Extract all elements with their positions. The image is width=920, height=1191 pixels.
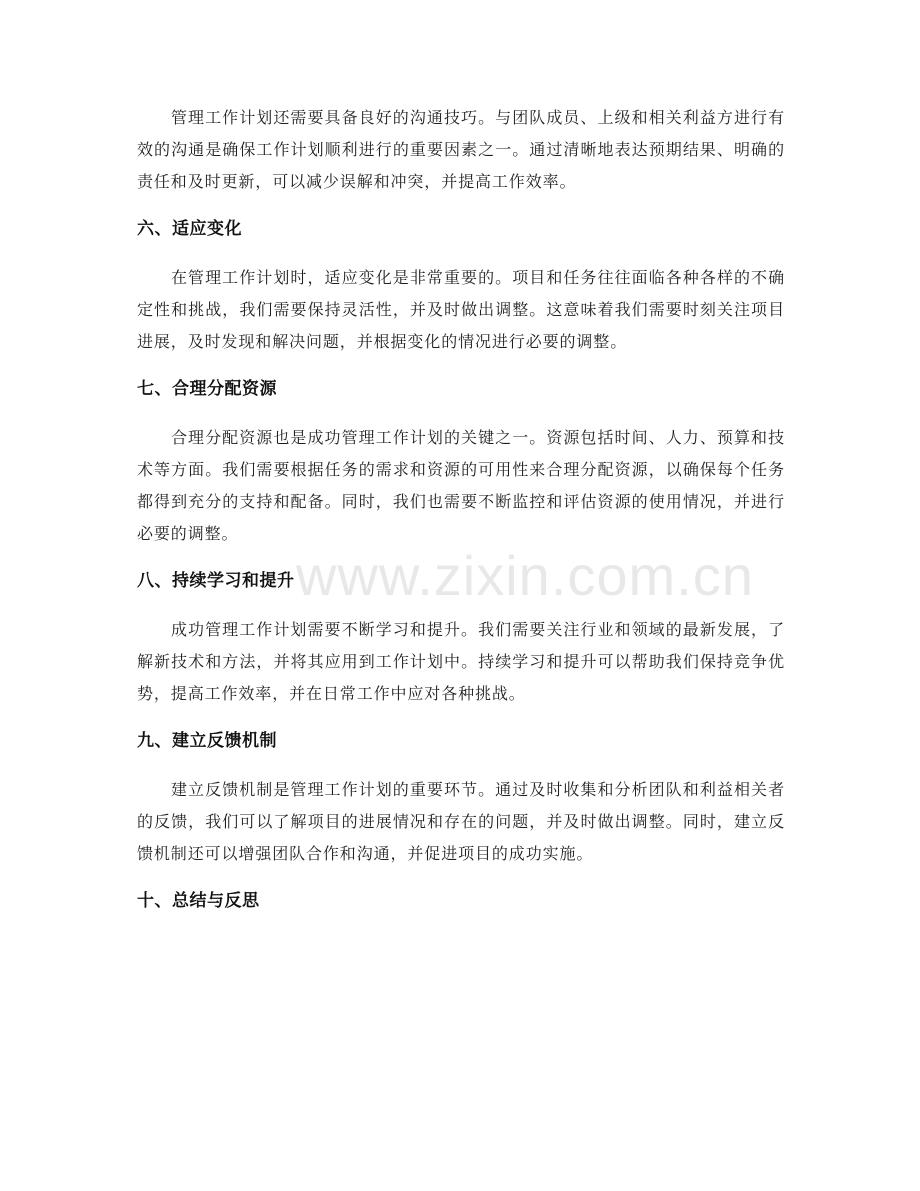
paragraph-continuous-learning: 成功管理工作计划需要不断学习和提升。我们需要关注行业和领域的最新发展，了解新技术和方法，并将其应用到工作计划中。持续学习和提升可以帮助我们保持竞争优势，提高工作效率，并在日常工作中应对各种挑战。 xyxy=(137,620,785,703)
spacer xyxy=(137,198,785,216)
spacer xyxy=(137,402,785,422)
heading-allocate-resources: 七、合理分配资源 xyxy=(137,379,277,399)
document-body xyxy=(137,102,785,914)
spacer xyxy=(137,594,785,614)
watermark-text: www.zixin.com.cn xyxy=(296,544,754,607)
paragraph-communication: 管理工作计划还需要具备良好的沟通技巧。与团队成员、上级和相关利益方进行有效的沟通是确保工作计划顺利进行的重要因素之一。通过清晰地表达预期结果、明确的责任和及时更新，可以减少误解和冲突，并提高工作效率。 xyxy=(137,108,785,191)
spacer xyxy=(137,870,785,888)
heading-adapt-to-change: 六、适应变化 xyxy=(137,219,242,239)
heading-feedback-mechanism: 九、建立反馈机制 xyxy=(137,731,277,751)
spacer xyxy=(137,358,785,376)
spacer xyxy=(137,550,785,568)
paragraph-adapt-to-change: 在管理工作计划时，适应变化是非常重要的。项目和任务往往面临各种各样的不确定性和挑战，我们需要保持灵活性，并及时做出调整。这意味着我们需要时刻关注项目进展，及时发现和解决问题，并根据变化的情况进行必要的调整。 xyxy=(137,268,785,351)
spacer xyxy=(137,242,785,262)
spacer xyxy=(137,710,785,728)
paragraph-allocate-resources: 合理分配资源也是成功管理工作计划的关键之一。资源包括时间、人力、预算和技术等方面。我们需要根据任务的需求和资源的可用性来合理分配资源，以确保每个任务都得到充分的支持和配备。同时，我们也需要不断监控和评估资源的使用情况，并进行必要的调整。 xyxy=(137,428,785,543)
spacer xyxy=(137,754,785,774)
heading-summary-reflection: 十、总结与反思 xyxy=(137,891,260,911)
paragraph-feedback-mechanism: 建立反馈机制是管理工作计划的重要环节。通过及时收集和分析团队和利益相关者的反馈，我们可以了解项目的进展情况和存在的问题，并及时做出调整。同时，建立反馈机制还可以增强团队合作和沟通，并促进项目的成功实施。 xyxy=(137,780,785,863)
heading-continuous-learning: 八、持续学习和提升 xyxy=(137,571,295,591)
